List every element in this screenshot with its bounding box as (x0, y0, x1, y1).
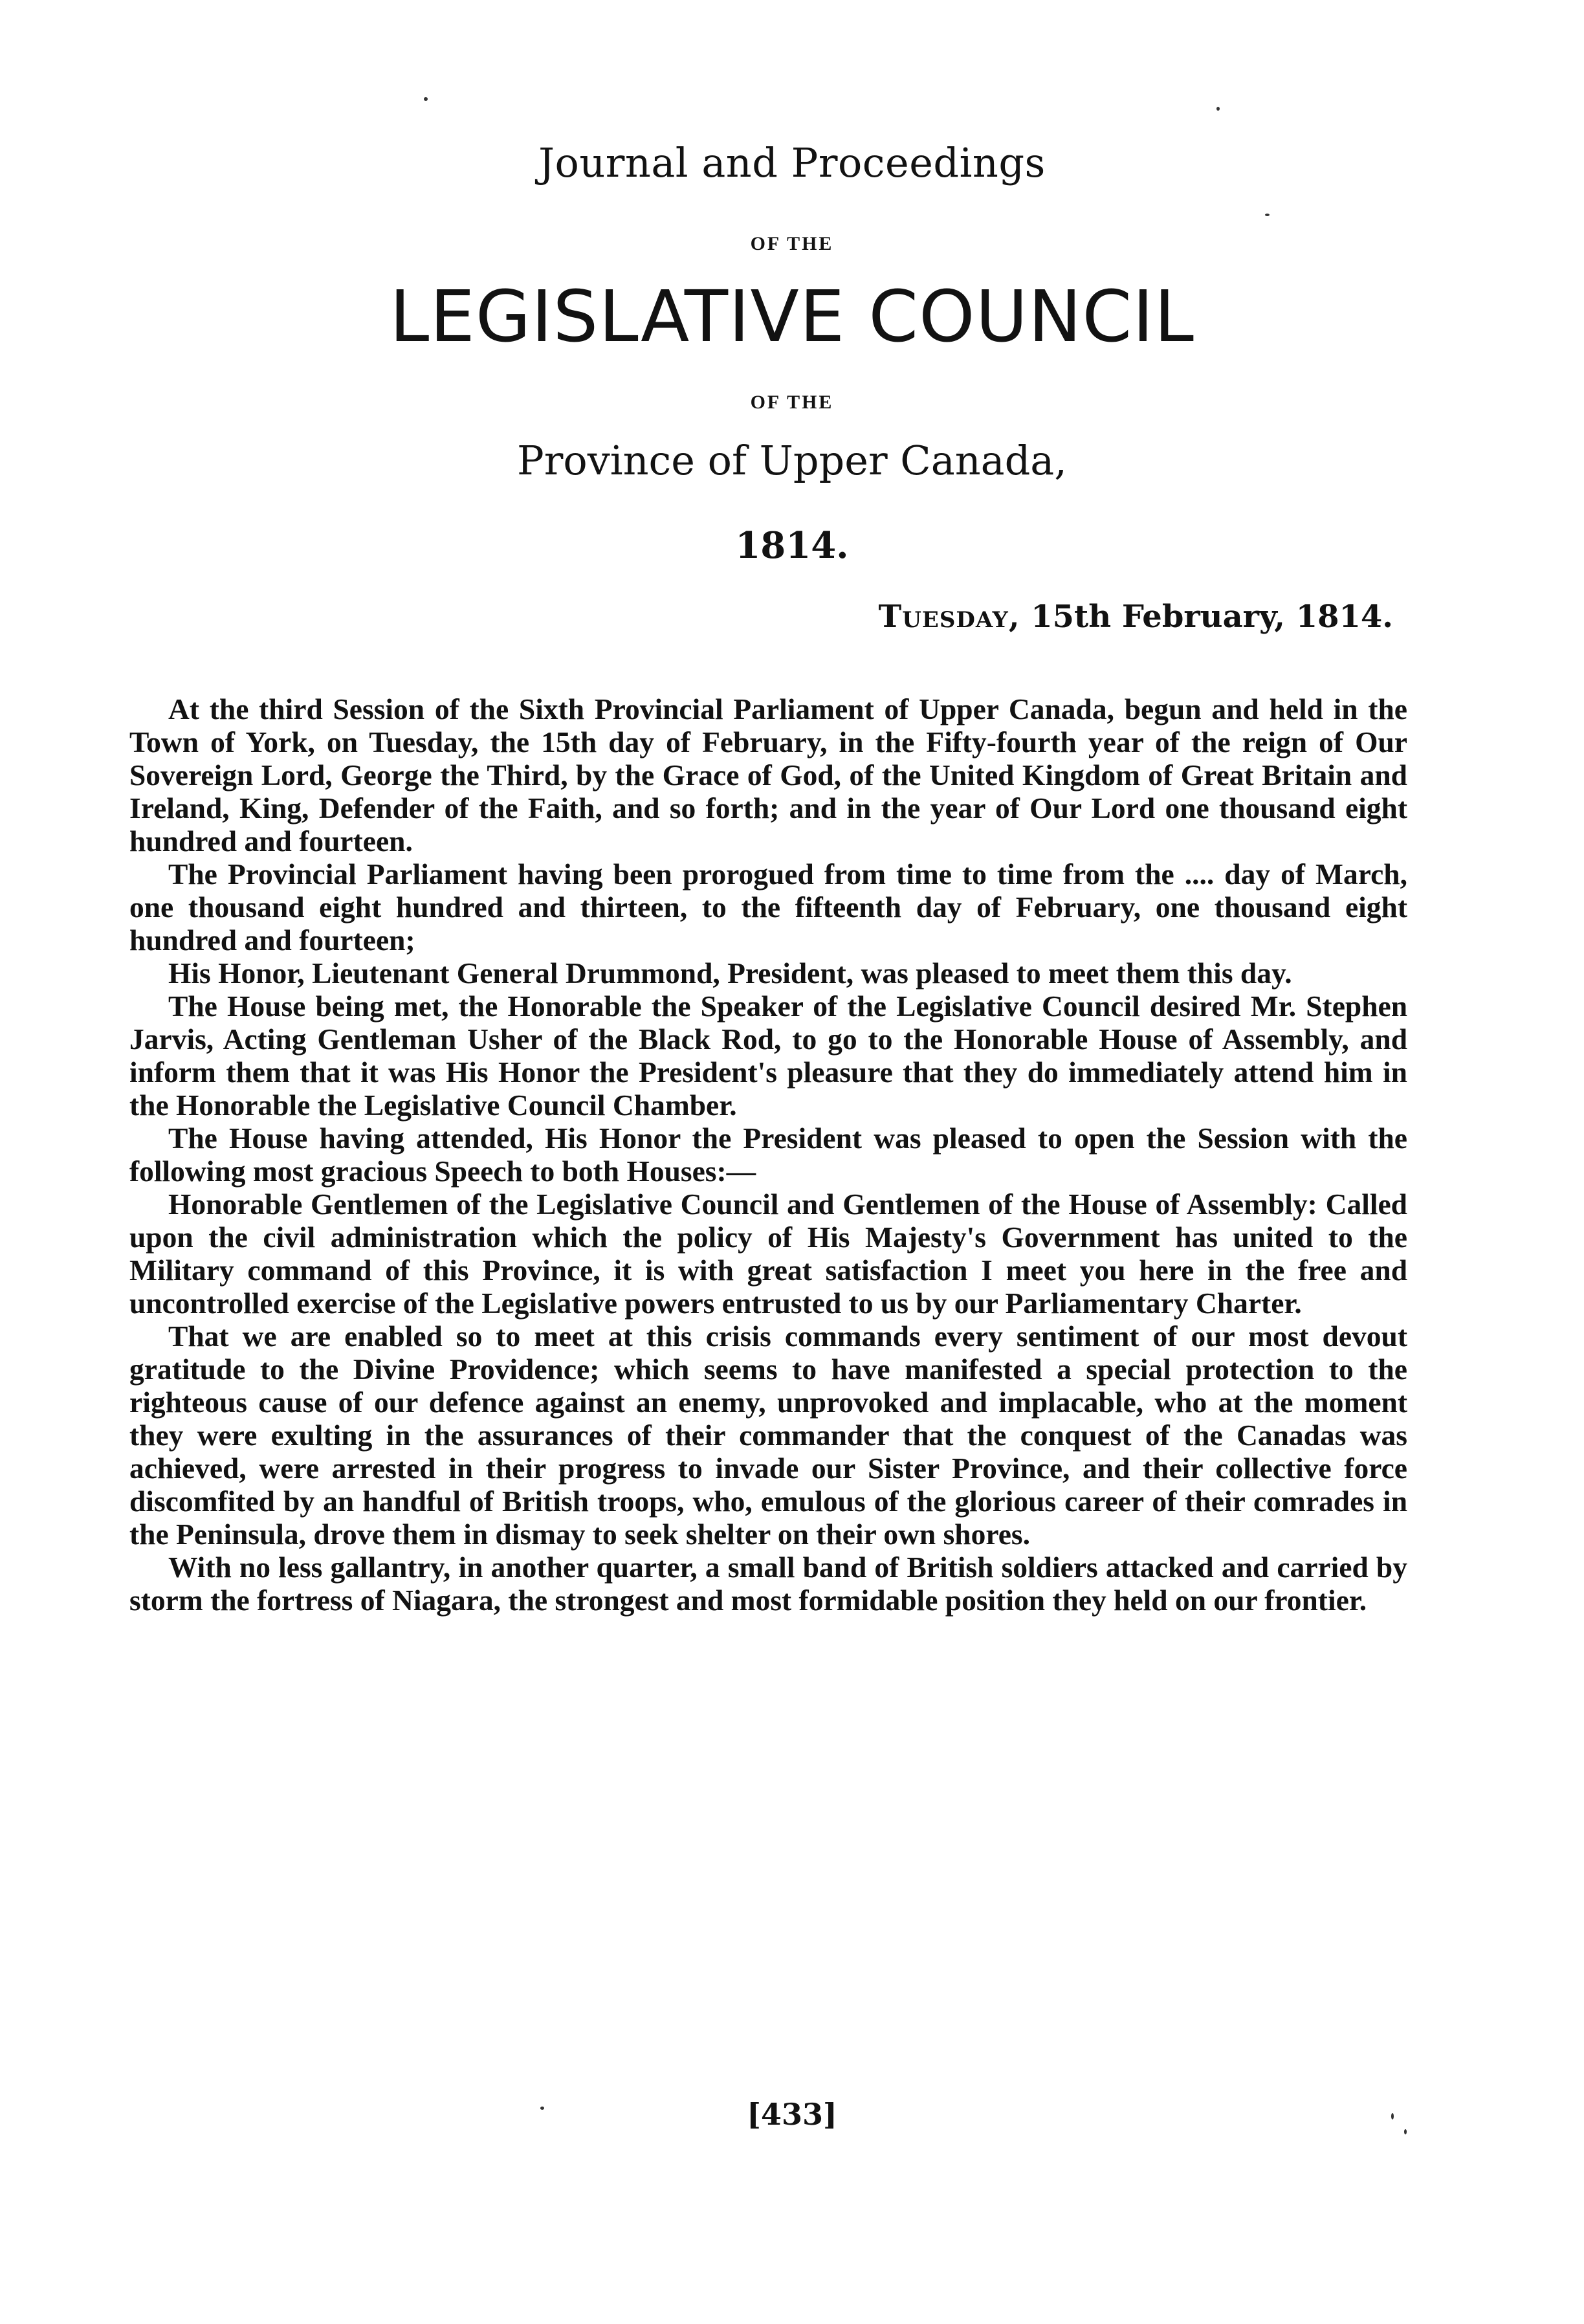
body-text (129, 692, 1407, 1617)
scan-speck (1404, 2129, 1407, 2134)
title-journal-and-proceedings: Journal and Proceedings (538, 139, 1046, 186)
paragraph-speech-niagara: With no less gallantry, in another quarter, a small band of British soldiers attacked and carried by storm the fortress of Niagara, the strongest and most formidable position they held on our frontier. (129, 1551, 1407, 1617)
paragraph-president-meets: His Honor, Lieutenant General Drummond, President, was pleased to meet them this day. (168, 957, 1292, 990)
paragraph-house-met: The House being met, the Honorable the Speaker of the Legislative Council desired Mr. Stephen Jarvis, Acting Gentleman Usher of the Black Rod, to go to the Honorable House of Assembly, and inform them that it was His Honor the President's pleasure that they do immediately attend him in the Honorable the Legislative Council Chamber. (129, 990, 1407, 1122)
title-province: Province of Upper Canada, (517, 437, 1067, 484)
title-year: 1814. (735, 524, 849, 567)
paragraph-speech-gratitude: That we are enabled so to meet at this crisis commands every sentiment of our most devout gratitude to the Divine Providence; which seems to have manifested a special protection to the righteous cause of our defence against an enemy, unprovoked and implacable, who at the moment they were exulting in the assurances of their commander that the conquest of the Canadas was achieved, were arrested in their progress to invade our Sister Province, and their collective force discomfited by an handful of British troops, who, emulous of the glorious career of their comrades in the Peninsula, drove them in dismay to seek shelter on their own shores. (129, 1320, 1407, 1551)
title-of-the-2: OF THE (750, 392, 834, 413)
scan-speck (1216, 107, 1220, 111)
scan-speck (424, 97, 428, 101)
session-weekday: Tuesday, (878, 599, 1020, 635)
paragraph-house-attended: The House having attended, His Honor the President was pleased to open the Session with the following most gracious Speech to both Houses:— (129, 1122, 1407, 1188)
page-number: [433] (747, 2097, 837, 2132)
session-date (879, 599, 1393, 635)
title-legislative-council: LEGISLATIVE COUNCIL (390, 275, 1194, 358)
title-of-the-1: OF THE (750, 233, 834, 254)
session-date-rest: 15th February, 1814. (1020, 599, 1393, 635)
paragraph-speech-address: Honorable Gentlemen of the Legislative Council and Gentlemen of the House of Assembly: Called upon the civil administration which the policy of His Majesty's Government has united to the Military command of this Province, it is with great satisfaction I meet you here in the free and uncontrolled exercise of the Legislative powers entrusted to us by our Parliamentary Charter. (129, 1188, 1407, 1320)
paragraph-session-opening: At the third Session of the Sixth Provincial Parliament of Upper Canada, begun and held in the Town of York, on Tuesday, the 15th day of February, in the Fifty-fourth year of the reign of Our Sovereign Lord, George the Third, by the Grace of God, of the United Kingdom of Great Britain and Ireland, King, Defender of the Faith, and so forth; and in the year of Our Lord one thousand eight hundred and fourteen. (129, 692, 1407, 858)
scan-speck (540, 2107, 544, 2110)
scan-speck (1265, 214, 1270, 216)
paragraph-prorogation: The Provincial Parliament having been prorogued from time to time from the .... day of March, one thousand eight hundred and thirteen, to the fifteenth day of February, one thousand eight hundred and fourteen; (129, 858, 1407, 957)
scan-speck (1391, 2113, 1394, 2119)
